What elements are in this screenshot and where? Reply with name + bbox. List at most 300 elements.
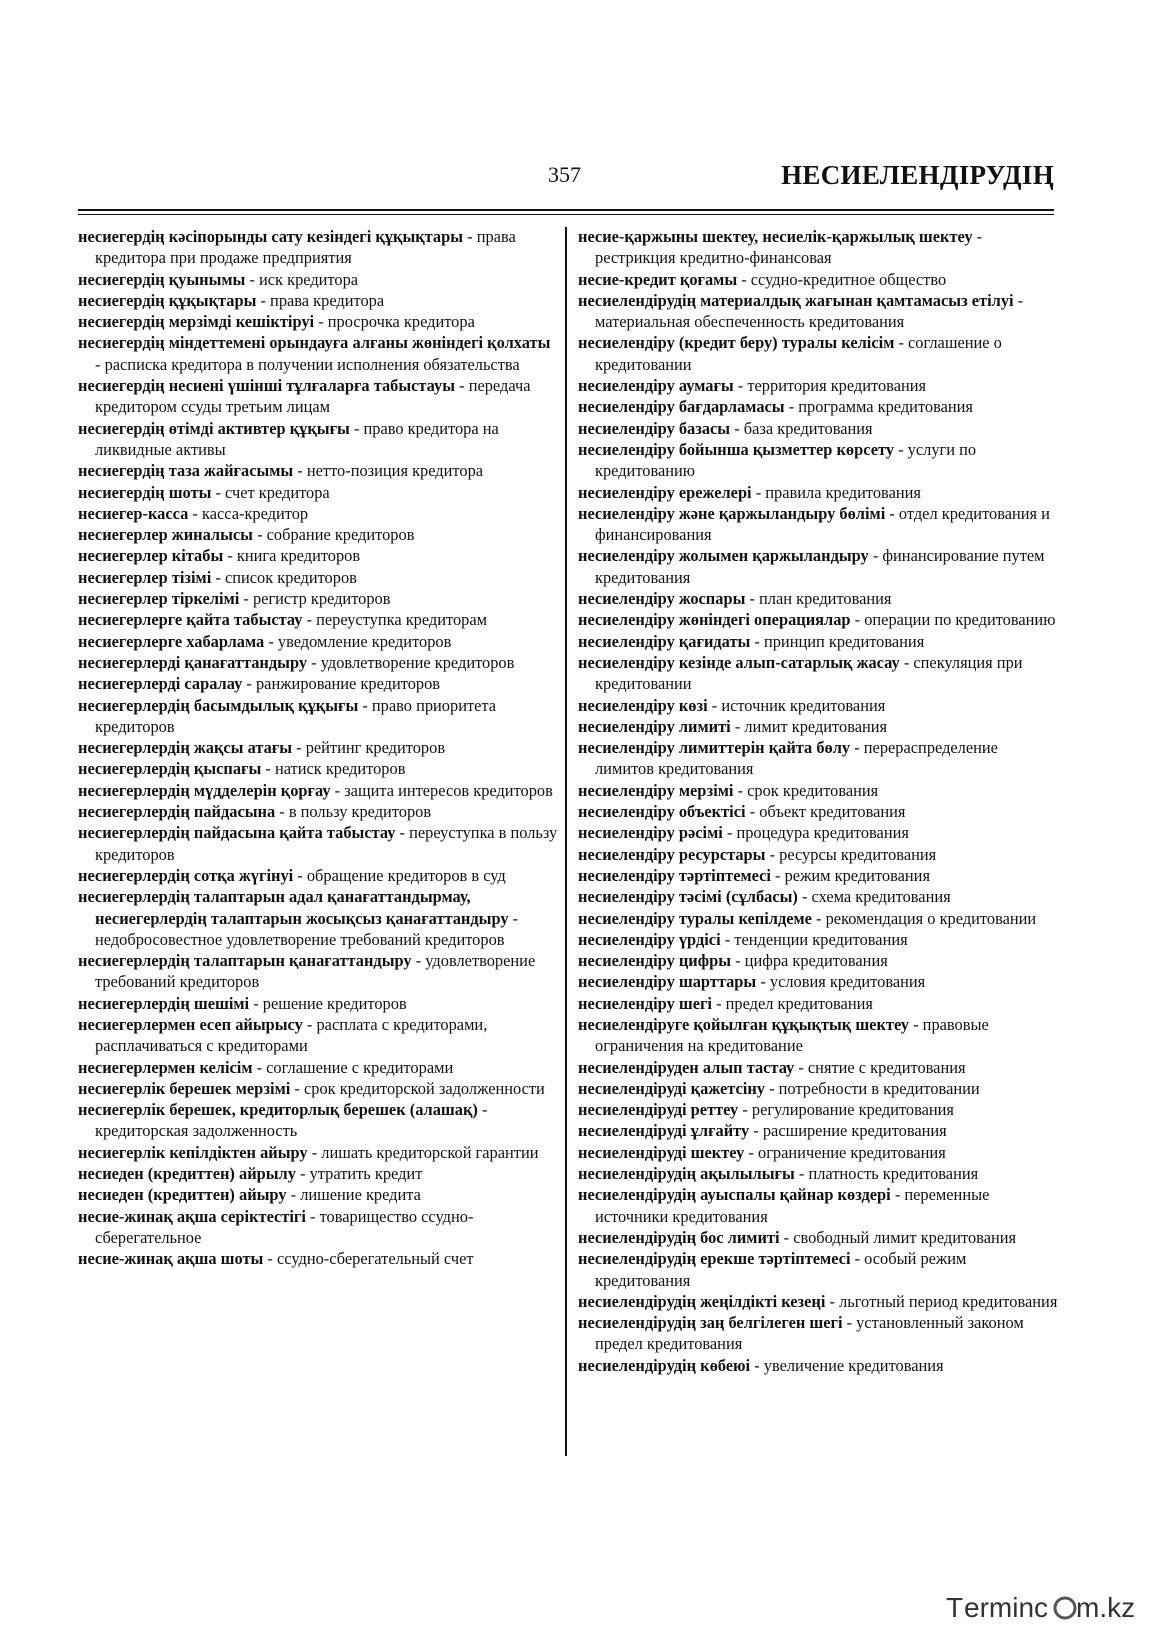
entry-translation: недобросовестное удовлетворение требований кредиторов [95, 929, 505, 949]
entry-translation: база кредитования [743, 418, 873, 438]
entry-translation: ограничение кредитования [758, 1142, 946, 1162]
entry-separator: - [894, 439, 908, 459]
entry-translation: лишать кредиторской гарантии [321, 1142, 539, 1162]
entry-term: несиелендірудің заң белгілеген шегі [578, 1313, 843, 1333]
dictionary-entry [78, 1163, 558, 1184]
entry-separator: - [455, 376, 469, 396]
dictionary-entry [578, 1120, 1058, 1141]
entry-separator: - [358, 695, 372, 715]
dictionary-entry [578, 1078, 1058, 1099]
entry-separator: - [711, 993, 726, 1013]
dictionary-entry [78, 673, 558, 694]
entry-separator: - [290, 1078, 304, 1098]
entry-translation: свободный лимит кредитования [793, 1227, 1017, 1247]
entry-term: несиегердің міндеттемені орындауға алғаны жөніндегі қолхаты [78, 333, 551, 353]
dictionary-entry [578, 695, 1058, 716]
entry-translation: право приоритета кредиторов [95, 695, 497, 736]
dictionary-entry [578, 1355, 1058, 1376]
entry-translation: предел кредитования [725, 993, 873, 1013]
entry-term: несиелендіру көзі [578, 695, 708, 715]
entry-translation: счет кредитора [225, 482, 330, 502]
entry-translation: регистр кредиторов [252, 589, 391, 609]
entry-translation: план кредитования [759, 589, 892, 609]
entry-separator: - [305, 1206, 320, 1226]
entry-separator: - [745, 802, 760, 822]
entry-term: несие-қаржыны шектеу, несиелік-қаржылық шектеу [578, 227, 973, 246]
entry-translation: срок кредитования [747, 780, 879, 800]
entry-term: несиелендіру қағидаты [578, 631, 751, 651]
entry-translation: лишение кредита [300, 1185, 421, 1205]
entry-translation: удовлетворение кредиторов [320, 652, 515, 672]
dictionary-entry [578, 652, 1058, 695]
dictionary-entry [78, 1099, 558, 1142]
entry-separator: - [293, 865, 307, 885]
entry-term: несиелендіруді қажетсіну [578, 1078, 765, 1098]
entry-term: несиелендіру жөніндегі операциялар [578, 610, 851, 630]
dictionary-entry [578, 1142, 1058, 1163]
entry-term: несиелендірудің материалдық жағынан қамтамасыз етілуі [578, 290, 1014, 310]
entry-term: несиегерлермен есеп айырысу [78, 1014, 303, 1034]
entry-separator: - [349, 418, 364, 438]
entry-separator: - [850, 1249, 865, 1269]
entry-term: несиелендірудің ауыспалы қайнар көздері [578, 1185, 891, 1205]
entry-separator: - [286, 1185, 301, 1205]
dictionary-entry [78, 886, 558, 950]
dictionary-entry [578, 1057, 1058, 1078]
logo-text-t: T [946, 1592, 964, 1623]
dictionary-entry [78, 290, 558, 311]
dictionary-entry [578, 993, 1058, 1014]
entry-separator: - [842, 1313, 857, 1333]
entry-term: несие-жинақ ақша шоты [78, 1249, 264, 1269]
entry-separator: - [744, 1142, 759, 1162]
entry-term: несиелендіру бойынша қызметтер көрсету [578, 439, 895, 459]
entry-separator: - [794, 1057, 808, 1077]
entry-separator: - [302, 1014, 317, 1034]
entry-translation: рестрикция кредитно-финансовая [595, 248, 832, 268]
logo-ring-icon [1055, 1598, 1075, 1618]
entry-term: несиелендіру үрдісі [578, 929, 721, 949]
dictionary-entry [578, 1312, 1058, 1355]
dictionary-entry [78, 1248, 558, 1269]
entry-term: несиегердің кәсіпорынды сату кезіндегі құқықтары [78, 227, 464, 246]
dictionary-entry [78, 460, 558, 481]
entry-term: несиегерлерге хабарлама [78, 631, 265, 651]
entry-translation: правила кредитования [765, 482, 921, 502]
entry-term: несиелендіру ережелері [578, 482, 752, 502]
entry-term: несиегерлердің басымдылық құқығы [78, 695, 359, 715]
dictionary-entry [578, 1184, 1058, 1227]
entry-term: несиегерлер тіркелімі [78, 589, 240, 609]
entry-term: несиелендіру лимиттерін қайта бөлу [578, 738, 851, 758]
header-rule-thick [78, 209, 1054, 211]
entry-separator: - [749, 1121, 763, 1141]
entry-term: несиегерлік берешек мерзімі [78, 1078, 291, 1098]
entry-term: несиегерлер кітабы [78, 546, 224, 566]
entry-translation: соглашение о кредитовании [595, 333, 1002, 374]
entry-separator: - [868, 546, 883, 566]
entry-term: несиегердің несиені үшінші тұлғаларға табыстауы [78, 376, 456, 396]
entry-translation: ранжирование кредиторов [255, 674, 441, 694]
dictionary-entry [578, 375, 1058, 396]
entry-translation: операции по кредитованию [864, 610, 1056, 630]
dictionary-entry [578, 737, 1058, 780]
entry-term: несиелендіруді ұлғайту [578, 1121, 750, 1141]
entry-term: несиелендіруді реттеу [578, 1100, 739, 1120]
dictionary-entry [578, 971, 1058, 992]
entry-separator: - [750, 631, 764, 651]
entry-term: несиелендірудің ерекше тәртіптемесі [578, 1249, 851, 1269]
entry-translation: тенденции кредитования [734, 929, 908, 949]
dictionary-entry [78, 482, 558, 503]
dictionary-entry [578, 631, 1058, 652]
header-rule-thin [78, 214, 1054, 215]
entry-translation: цифра кредитования [744, 951, 888, 971]
entry-term: несиелендіруге қойылған құқықтық шектеу [578, 1014, 910, 1034]
entry-term: несиегерлермен келісім [78, 1057, 253, 1077]
entry-translation: просрочка кредитора [327, 312, 475, 332]
entry-translation: снятие с кредитования [807, 1057, 966, 1077]
dictionary-entry [578, 1099, 1058, 1120]
entry-translation: право кредитора на ликвидные активы [95, 418, 499, 459]
entry-term: несиелендіру шарттары [578, 972, 757, 992]
entry-separator: - [825, 1291, 840, 1311]
entry-separator: - [239, 589, 253, 609]
entry-translation: льготный период кредитования [839, 1291, 1058, 1311]
entry-separator: - [292, 738, 306, 758]
entry-separator: - [850, 738, 864, 758]
page-header [78, 150, 1054, 210]
entry-term: несиегерлер жиналысы [78, 525, 253, 545]
entry-term: несиелендіру мерзімі [578, 780, 734, 800]
entry-term: несиегерлердің қыспағы [78, 759, 262, 779]
dictionary-entry [578, 1014, 1058, 1057]
dictionary-entry [78, 631, 558, 652]
dictionary-entry [578, 418, 1058, 439]
entry-separator: - [738, 1100, 752, 1120]
entry-translation: расплата с кредиторами, расплачиваться с кредиторами [95, 1014, 488, 1056]
entry-translation: платность кредитования [808, 1164, 979, 1184]
termincom-logo [944, 1584, 1144, 1628]
entry-translation: натиск кредиторов [274, 759, 406, 779]
entry-term: несиегерлердің жақсы атағы [78, 738, 293, 758]
entry-term: несие-жинақ ақша серіктестігі [78, 1206, 306, 1226]
dictionary-entry [78, 780, 558, 801]
entry-translation: финансирование путем кредитования [595, 546, 1045, 587]
entry-term: несиегердің мерзімді кешіктіруі [78, 312, 315, 332]
dictionary-entry [78, 758, 558, 779]
entry-term: несиелендіруді шектеу [578, 1142, 745, 1162]
dictionary-entry [578, 908, 1058, 929]
entry-term: несиелендіру кезінде алып-сатарлық жасау [578, 652, 900, 672]
dictionary-entry [78, 993, 558, 1014]
dictionary-entry [578, 950, 1058, 971]
entry-separator: - [794, 1164, 809, 1184]
dictionary-entry [78, 311, 558, 332]
entry-term: несиелендірудің бос лимиті [578, 1227, 780, 1247]
dictionary-entry [578, 226, 1058, 269]
entry-translation: принцип кредитования [763, 631, 925, 651]
dictionary-entry [578, 1163, 1058, 1184]
dictionary-entry [578, 269, 1058, 290]
dictionary-entry [78, 737, 558, 758]
entry-translation: расширение кредитования [762, 1121, 947, 1141]
dictionary-entry [578, 929, 1058, 950]
dictionary-entry [578, 865, 1058, 886]
dictionary-entry [78, 332, 558, 375]
entry-separator: - [722, 823, 737, 843]
dictionary-entry [78, 1206, 558, 1249]
dictionary-entry [78, 865, 558, 886]
entry-translation: товарищество ссудно-сберегательное [95, 1206, 474, 1247]
entry-term: несиегерлердің пайдасына қайта табыстау [78, 823, 396, 843]
entry-translation: ссудно-кредитное общество [750, 269, 947, 289]
entry-separator: - [223, 546, 237, 566]
entry-separator: - [750, 1355, 764, 1375]
entry-separator: - [765, 844, 780, 864]
entry-translation: режим кредитования [784, 865, 930, 885]
entry-term: несиелендірудің жеңілдікті кезеңі [578, 1291, 826, 1311]
entry-translation: потребности в кредитовании [778, 1078, 980, 1098]
entry-separator: - [707, 695, 722, 715]
entry-term: несиеден (кредиттен) айрылу [78, 1164, 296, 1184]
dictionary-entry [78, 503, 558, 524]
dictionary-entry [578, 1227, 1058, 1248]
dictionary-entry [578, 844, 1058, 865]
entry-term: несиелендіру лимиті [578, 716, 731, 736]
entry-separator: - [733, 376, 748, 396]
entry-separator: - [261, 759, 275, 779]
entry-translation: процедура кредитования [736, 823, 909, 843]
entry-separator: - [307, 1142, 322, 1162]
entry-translation: иск кредитора [259, 269, 359, 289]
entry-term: несиелендіру аумағы [578, 376, 734, 396]
dictionary-entry [578, 822, 1058, 843]
dictionary-entry [578, 716, 1058, 737]
logo-text-erminc: erminc [964, 1592, 1049, 1623]
entry-term: несиегердің өтімді активтер құқығы [78, 418, 350, 438]
dictionary-entry [78, 695, 558, 738]
dictionary-entry [578, 588, 1058, 609]
entry-translation: кредиторская задолженность [95, 1121, 298, 1141]
entry-term: несиегерлерді қанағаттандыру [78, 652, 308, 672]
entry-separator: - [293, 461, 307, 481]
entry-separator: - [314, 312, 328, 332]
entry-term: несиелендіру объектісі [578, 802, 746, 822]
dictionary-entry [578, 545, 1058, 588]
entry-term: несиегерлік кепілдіктен айыру [78, 1142, 308, 1162]
entry-separator: - [885, 503, 899, 523]
entry-term: несиегерлер тізімі [78, 567, 212, 587]
entry-translation: рекомендация о кредитовании [825, 908, 1037, 928]
entry-separator: - [477, 1100, 488, 1120]
logo-text-mkz: m.kz [1076, 1592, 1136, 1623]
entry-term: несиегердің таза жайғасымы [78, 461, 294, 481]
entry-separator: - [811, 908, 826, 928]
entry-translation: книга кредиторов [236, 546, 361, 566]
entry-translation: условия кредитования [769, 972, 926, 992]
entry-separator: - [395, 823, 410, 843]
entry-term: несиелендіру жолымен қаржыландыру [578, 546, 869, 566]
entry-term: несиегерлердің мүдделерін қорғау [78, 780, 331, 800]
entry-separator: - [745, 589, 760, 609]
dictionary-entry [578, 332, 1058, 375]
entry-translation: услуги по кредитованию [595, 439, 977, 481]
entry-term: несиелендіру базасы [578, 418, 731, 438]
entry-translation: рейтинг кредиторов [305, 738, 446, 758]
entry-separator: - [242, 674, 256, 694]
entry-separator: - [245, 269, 259, 289]
dictionary-entry [578, 396, 1058, 417]
entry-term: несиелендіру ресурстары [578, 844, 766, 864]
entry-term: несиегерлердің талаптарын адал қанағаттандырмау, несиегерлердің талаптарын жосықсыз қанағаттандыру [78, 887, 509, 928]
entry-separator: - [756, 972, 770, 992]
dictionary-entry [578, 609, 1058, 630]
entry-separator: - [211, 482, 226, 502]
entry-translation: установленный законом предел кредитования [595, 1313, 1024, 1354]
entry-term: несиегерлердің талаптарын қанағаттандыру [78, 951, 412, 971]
dictionary-entry [578, 482, 1058, 503]
entry-translation: программа кредитования [798, 397, 973, 417]
entry-term: несиелендіру туралы кепілдеме [578, 908, 812, 928]
entry-separator: - [275, 802, 289, 822]
entry-term: несиегерлердің пайдасына [78, 802, 276, 822]
dictionary-entry [578, 290, 1058, 333]
entry-separator: - [850, 610, 865, 630]
entry-translation: материальная обеспеченность кредитования [595, 312, 905, 332]
entry-translation: права кредитора при продаже предприятия [95, 227, 516, 268]
dictionary-entry [78, 226, 558, 269]
entry-translation: ссудно-сберегательный счет [276, 1249, 474, 1269]
dictionary-entry [78, 950, 558, 993]
entry-separator: - [720, 929, 735, 949]
entry-term: несиеден (кредиттен) айыру [78, 1185, 287, 1205]
dictionary-entry [78, 418, 558, 461]
dictionary-entry [78, 524, 558, 545]
entry-translation: список кредиторов [224, 567, 357, 587]
dictionary-entry [78, 1014, 558, 1057]
dictionary-entry [78, 1078, 558, 1099]
entry-translation: схема кредитования [811, 887, 951, 907]
dictionary-entry [578, 439, 1058, 482]
entry-translation: срок кредиторской задолженности [303, 1078, 545, 1098]
entry-term: несиелендірудің ақылылығы [578, 1164, 795, 1184]
entry-separator: - [894, 333, 909, 353]
entry-translation: нетто-позиция кредитора [306, 461, 484, 481]
entry-term: несиегерлердің сотқа жүгінуі [78, 865, 294, 885]
entry-translation: особый режим кредитования [595, 1249, 967, 1290]
dictionary-entry [578, 886, 1058, 907]
column-divider [565, 227, 567, 1456]
entry-term: несиегерлерге қайта табыстау [78, 610, 303, 630]
entry-term: несиелендіру шегі [578, 993, 712, 1013]
entry-separator: - [188, 503, 202, 523]
entry-separator: - [737, 269, 751, 289]
entry-translation: территория кредитования [747, 376, 927, 396]
entry-separator: - [411, 951, 426, 971]
running-head: НЕСИЕЛЕНДІРУДІҢ [781, 160, 1054, 190]
entry-term: несиелендіруден алып тастау [578, 1057, 795, 1077]
entry-separator: - [730, 716, 745, 736]
entry-translation: отдел кредитования и финансирования [595, 503, 1050, 545]
left-column [78, 226, 558, 1270]
entry-term: несие-кредит қоғамы [578, 269, 738, 289]
entry-translation: ресурсы кредитования [779, 844, 937, 864]
entry-term: несиегерлерді саралау [78, 674, 243, 694]
entry-translation: источник кредитования [721, 695, 886, 715]
entry-translation: правовые ограничения на кредитование [595, 1014, 989, 1056]
entry-term: несиелендіру тәртіптемесі [578, 865, 771, 885]
entry-term: несиелендіру цифры [578, 951, 732, 971]
dictionary-entry [78, 1184, 558, 1205]
entry-separator: - [779, 1227, 794, 1247]
entry-separator: - [972, 227, 983, 246]
entry-translation: увеличение кредитования [763, 1355, 944, 1375]
entry-term: несиегерлердің шешімі [78, 993, 250, 1013]
entry-translation: удовлетворение требований кредиторов [95, 951, 536, 992]
entry-separator: - [264, 631, 278, 651]
entry-separator: - [263, 1249, 277, 1269]
entry-translation: утратить кредит [309, 1164, 423, 1184]
entry-separator: - [733, 780, 748, 800]
entry-term: несиелендіру рәсімі [578, 823, 723, 843]
entry-term: несиелендіру бағдарламасы [578, 397, 785, 417]
entry-separator: - [909, 1014, 923, 1034]
entry-translation: права кредитора [270, 290, 385, 310]
entry-separator: - [731, 951, 745, 971]
dictionary-entry [78, 609, 558, 630]
entry-term: несиегердің шоты [78, 482, 212, 502]
entry-separator: - [252, 1057, 267, 1077]
entry-translation: регулирование кредитования [751, 1100, 954, 1120]
entry-translation: уведомление кредиторов [277, 631, 452, 651]
entry-term: несиелендіру жоспары [578, 589, 746, 609]
dictionary-entry [578, 1291, 1058, 1312]
entry-translation: спекуляция при кредитовании [595, 652, 1023, 694]
entry-term: несиегердің құқықтары [78, 290, 257, 310]
entry-translation: переуступка в пользу кредиторов [95, 823, 558, 864]
entry-separator: - [899, 652, 914, 672]
entry-separator: - [890, 1185, 905, 1205]
dictionary-entry [578, 503, 1058, 546]
entry-translation: передача кредитором ссуды третьим лицам [95, 376, 531, 417]
dictionary-entry [78, 1142, 558, 1163]
entry-separator: - [256, 290, 271, 310]
dictionary-entry [78, 588, 558, 609]
dictionary-entry [78, 375, 558, 418]
dictionary-entry [78, 1057, 558, 1078]
entry-separator: - [211, 567, 225, 587]
entry-translation: переменные источники кредитования [595, 1185, 990, 1226]
entry-separator: - [730, 418, 744, 438]
entry-separator: - [307, 652, 321, 672]
entry-term: несиелендірудің көбеюі [578, 1355, 751, 1375]
entry-term: несиегер-касса [78, 503, 189, 523]
entry-separator: - [797, 887, 812, 907]
entry-separator: - [770, 865, 785, 885]
entry-separator: - [249, 993, 263, 1013]
entry-translation: перераспределение лимитов кредитования [595, 738, 998, 779]
entry-translation: касса-кредитор [201, 503, 309, 523]
entry-separator: - [1013, 290, 1024, 310]
entry-separator: - [764, 1078, 779, 1098]
dictionary-entry [78, 567, 558, 588]
entry-separator: - [463, 227, 477, 246]
entry-translation: расписка кредитора в получении исполнения обязательства [104, 354, 520, 374]
entry-term: несиегердің қуынымы [78, 269, 246, 289]
entry-translation: в пользу кредиторов [288, 802, 432, 822]
entry-translation: решение кредиторов [262, 993, 407, 1013]
